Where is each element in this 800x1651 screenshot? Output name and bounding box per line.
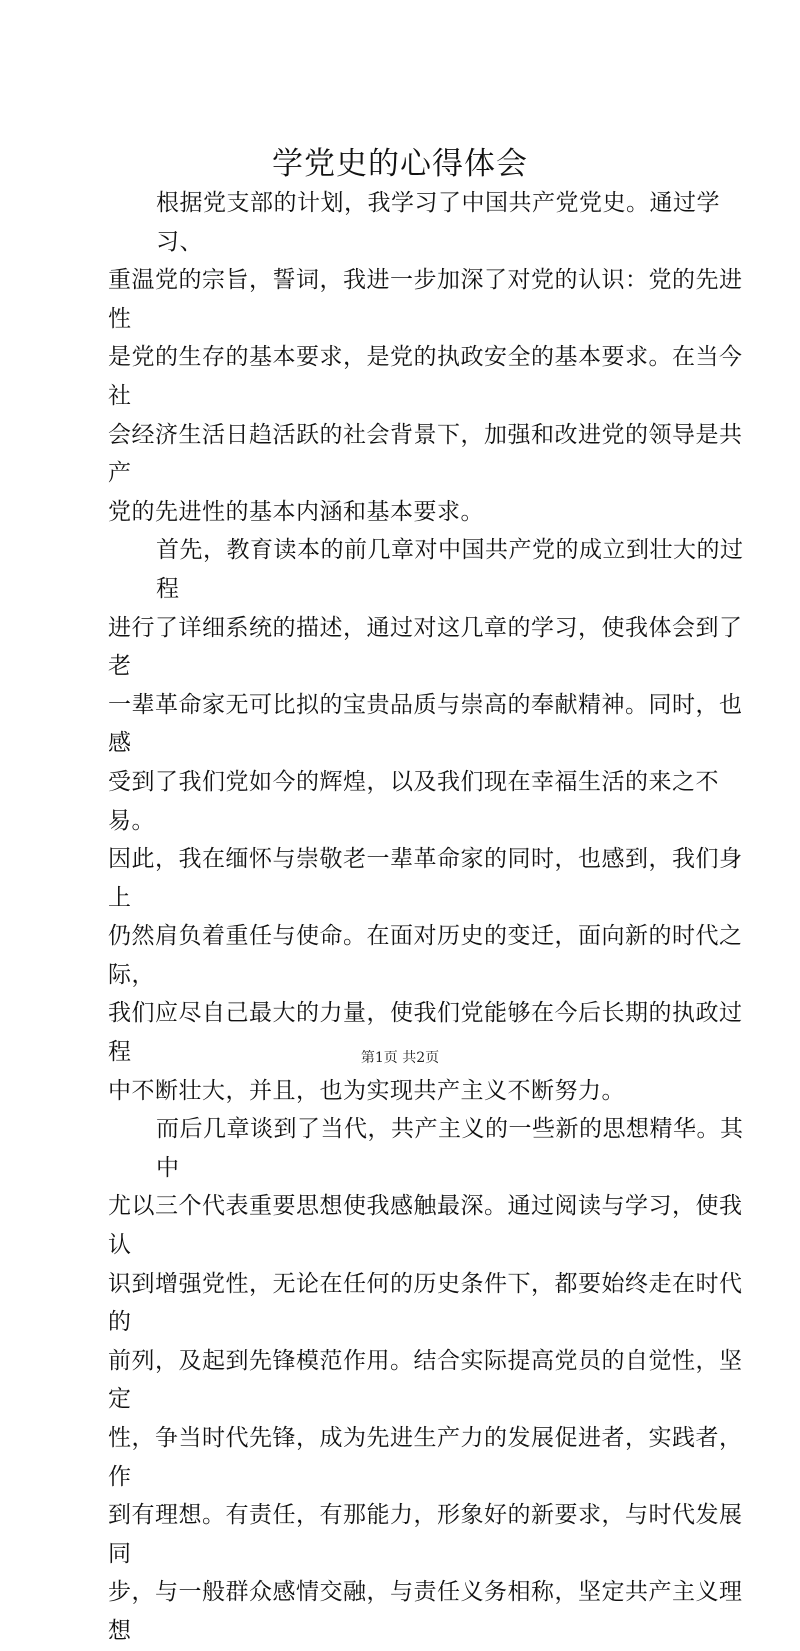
text-line: 会经济生活日趋活跃的社会背景下，加强和改进党的领导是共产: [108, 421, 743, 487]
text-line: 党的先进性的基本内涵和基本要求。: [108, 498, 484, 525]
text-line: 因此，我在缅怀与崇敬老一辈革命家的同时，也感到，我们身上: [108, 846, 743, 911]
text-line: 识到增强党性，无论在任何的历史条件下，都要始终走在时代的: [108, 1270, 743, 1336]
text-line: 性，争当时代先锋，成为先进生产力的发展促进者，实践者，作: [108, 1425, 743, 1490]
text-line: 首先，教育读本的前几章对中国共产党的成立到壮大的过程: [156, 537, 744, 602]
text-line: 而后几章谈到了当代，共产主义的一些新的思想精华。其中: [156, 1116, 744, 1181]
text-line: 重温党的宗旨，誓词，我进一步加深了对党的认识：党的先进性: [108, 267, 743, 332]
text-line: 前列，及起到先锋模范作用。结合实际提高党员的自觉性，坚定: [108, 1347, 743, 1413]
text-line: 我们应尽自己最大的力量，使我们党能够在今后长期的执政过程: [108, 1000, 743, 1066]
paragraph: [108, 184, 758, 531]
text-line: 是党的生存的基本要求，是党的执政安全的基本要求。在当今社: [108, 344, 743, 409]
text-line: 一辈革命家无可比拟的宝贵品质与崇高的奉献精神。同时，也感: [108, 691, 743, 757]
text-line: 到有理想。有责任，有那能力，形象好的新要求，与时代发展同: [108, 1502, 743, 1567]
document-title: 学党史的心得体会: [272, 146, 528, 182]
text-line: 尤以三个代表重要思想使我感触最深。通过阅读与学习，使我认: [108, 1193, 743, 1259]
paragraph: [108, 531, 758, 1110]
paragraph: [108, 1110, 758, 1650]
text-line: 步，与一般群众感情交融，与责任义务相称，坚定共产主义理想: [108, 1579, 743, 1644]
document-body: [108, 184, 758, 1651]
text-line: 仍然肩负着重任与使命。在面对历史的变迁，面向新的时代之际，: [108, 923, 743, 988]
text-line: 中不断壮大，并且，也为实现共产主义不断努力。: [108, 1077, 625, 1104]
text-line: 进行了详细系统的描述，通过对这几章的学习，使我体会到了老: [108, 614, 743, 680]
text-line: 受到了我们党如今的辉煌，以及我们现在幸福生活的来之不易。: [108, 768, 719, 834]
text-line: 根据党支部的计划，我学习了中国共产党党史。通过学习、: [156, 190, 720, 255]
page-number: 第1页 共2页: [360, 1050, 440, 1066]
